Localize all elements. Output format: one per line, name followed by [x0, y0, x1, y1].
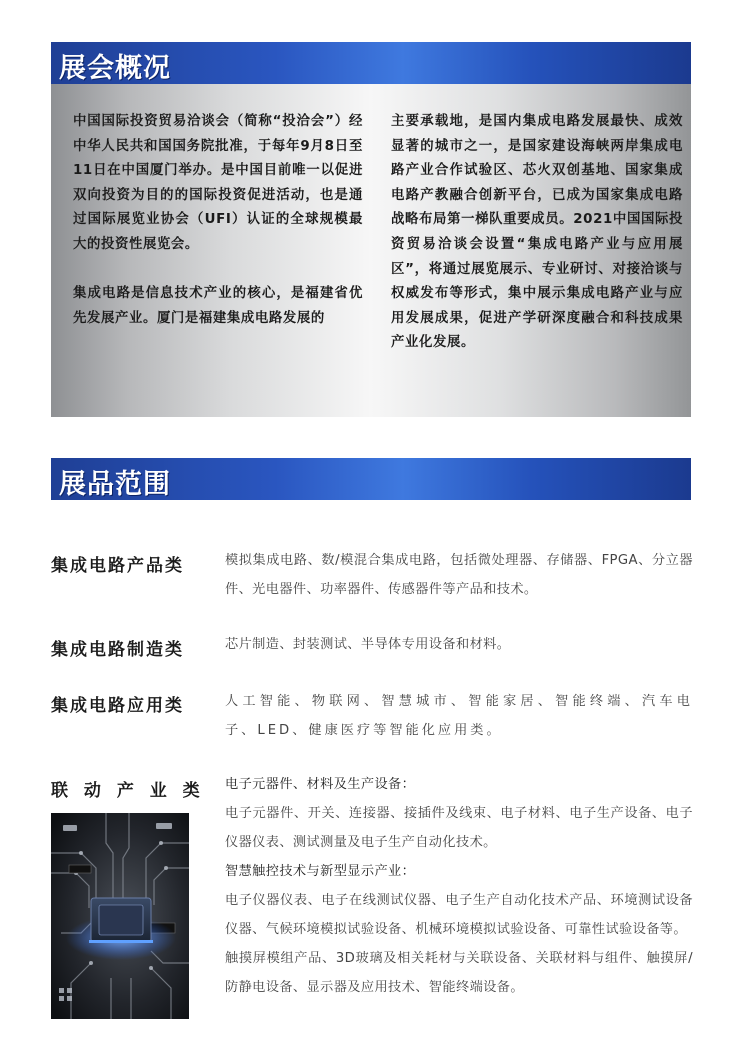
linked-sub2-title: 智慧触控技术与新型显示产业： [225, 864, 416, 879]
category-ic-products-desc [225, 546, 693, 604]
category-desc-text: 芯片制造、封装测试、半导体专用设备和材料。 [225, 637, 511, 652]
overview-banner [51, 42, 691, 84]
overview-left-column [73, 110, 363, 331]
category-ic-manufacturing-desc [225, 630, 693, 659]
category-ic-applications-desc [225, 687, 693, 745]
overview-paragraph-2: 集成电路是信息技术产业的核心，是福建省优先发展产业。厦门是福建集成电路发展的 [73, 286, 363, 326]
overview-paragraph-1: 中国国际投资贸易洽谈会（简称“投洽会”）经中华人民共和国国务院批准，于每年9月8日至11日在中国厦门举办。是中国目前唯一以促进双向投资为目的的国际投资促进活动，也是通过国际展览业协会（UFI）认证的全球规模最大的投资性展览会。 [73, 114, 363, 252]
overview-right-column [391, 110, 683, 356]
category-desc-text: 人工智能、物联网、智慧城市、智能家居、智能终端、汽车电子、LED、健康医疗等智能化应用类。 [225, 694, 693, 738]
scope-title: 展品范围 [59, 469, 171, 500]
category-linked-industries: 联 动 产 业 类 [51, 781, 205, 801]
category-ic-products: 集成电路产品类 [51, 556, 184, 576]
category-desc-text: 模拟集成电路、数/模混合集成电路，包括微处理器、存储器、FPGA、分立器件、光电器件、功率器件、传感器件等产品和技术。 [225, 553, 693, 597]
overview-paragraph-3: 主要承载地，是国内集成电路发展最快、成效显著的城市之一，是国家建设海峡两岸集成电路产业合作试验区、芯火双创基地、国家集成电路产教融合创新平台，已成为国家集成电路战略布局第一梯队重要成员。2021中国国际投资贸易洽谈会设置“集成电路产业与应用展区”，将通过展览展示、专业研讨、对接洽谈与权威发布等形式，集中展示集成电路产业与应用发展成果，促进产学研深度融合和科技成果产业化发展。 [391, 114, 683, 351]
category-linked-industries-desc [225, 770, 693, 1002]
linked-sub1-desc: 电子元器件、开关、连接器、接插件及线束、电子材料、电子生产设备、电子仪器仪表、测试测量及电子生产自动化技术。 [225, 806, 693, 850]
scope-banner [51, 458, 691, 500]
circuit-chip-image [51, 813, 189, 1019]
category-ic-manufacturing: 集成电路制造类 [51, 640, 184, 660]
linked-sub2-desc-2: 触摸屏模组产品、3D玻璃及相关耗材与关联设备、关联材料与组件、触摸屏/防静电设备、显示器及应用技术、智能终端设备。 [225, 951, 693, 995]
linked-sub1-title: 电子元器件、材料及生产设备： [225, 777, 416, 792]
category-ic-applications: 集成电路应用类 [51, 696, 184, 716]
overview-title: 展会概况 [59, 53, 171, 84]
linked-sub2-desc: 电子仪器仪表、电子在线测试仪器、电子生产自动化技术产品、环境测试设备仪器、气候环境模拟试验设备、机械环境模拟试验设备、可靠性试验设备等。 [225, 893, 693, 937]
